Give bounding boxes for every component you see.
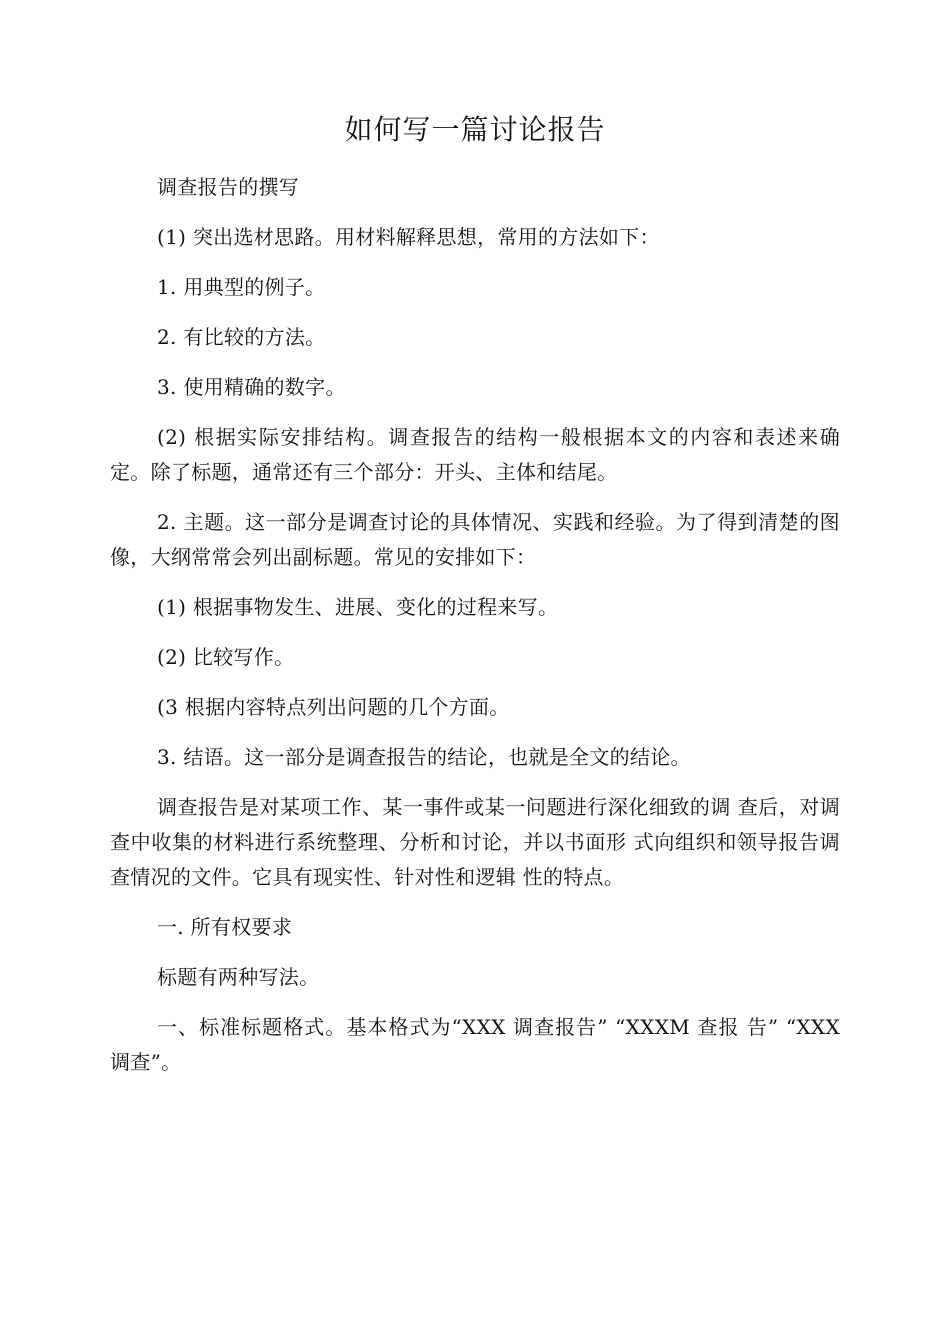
paragraph-method-1: 1. 用典型的例子。	[157, 275, 326, 299]
paragraph-conclusion: 3. 结语。这一部分是调查报告的结论，也就是全文的结论。	[157, 745, 691, 769]
paragraph-definition: 调查报告是对某项工作、某一事件或某一问题进行深化细致的调 查后，对调查中收集的材料进行系统整理、分析和讨论，并以书面形 式向组织和领导报告调查情况的文件。它具有现实性、针对性和逻辑 性的特点。	[110, 795, 840, 889]
paragraph-title-methods: 标题有两种写法。	[157, 965, 320, 989]
paragraph-requirements-heading: 一. 所有权要求	[157, 915, 293, 939]
paragraph-standard-format: 一、标准标题格式。基本格式为“XXX 调查报告” “XXXM 查报 告” “XXX 调查”。	[110, 1015, 840, 1074]
paragraph-method-3: 3. 使用精确的数字。	[157, 375, 346, 399]
paragraph-arrangement-1: (1) 根据事物发生、进展、变化的过程来写。	[157, 595, 559, 619]
document-title: 如何写一篇讨论报告	[344, 113, 606, 146]
paragraph-section-heading: 调查报告的撰写	[157, 175, 300, 199]
paragraph-arrangement-3: (3 根据内容特点列出问题的几个方面。	[157, 695, 510, 719]
paragraph-arrangement-2: (2) 比较写作。	[157, 645, 295, 669]
paragraph-main-body: 2. 主题。这一部分是调查讨论的具体情况、实践和经验。为了得到清楚的图像，大纲常常会列出副标题。常见的安排如下：	[110, 510, 840, 569]
document-body	[110, 170, 840, 1095]
paragraph-method-2: 2. 有比较的方法。	[157, 325, 326, 349]
paragraph-point-1: (1) 突出选材思路。用材料解释思想，常用的方法如下：	[157, 225, 660, 249]
paragraph-point-2: (2) 根据实际安排结构。调查报告的结构一般根据本文的内容和表述来确定。除了标题，通常还有三个部分：开头、主体和结尾。	[110, 425, 840, 484]
